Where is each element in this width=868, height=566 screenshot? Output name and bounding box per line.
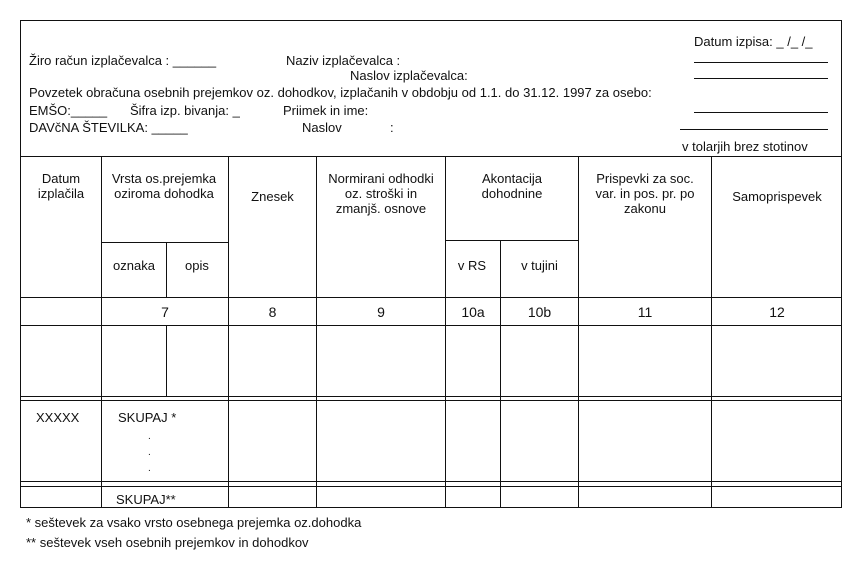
ellipsis-dot: .	[148, 463, 151, 474]
davcna-stevilka-field: DAVčNA ŠTEVILKA: _____	[29, 120, 188, 135]
blank-line	[680, 129, 828, 130]
col-line	[228, 156, 229, 508]
naslov-izplacevalca: Naslov izplačevalca:	[350, 68, 468, 83]
col-header-v-tujini: v tujini	[521, 258, 558, 273]
naziv-izplacevalca: Naziv izplačevalca :	[286, 53, 401, 68]
currency-note: v tolarjih brez stotinov	[682, 139, 808, 154]
col-number: 10b	[527, 304, 552, 320]
col-number: 11	[637, 304, 653, 320]
naslov-colon: :	[390, 120, 394, 135]
footnote: ** seštevek vseh osebnih prejemkov in dohodkov	[26, 535, 309, 550]
col-line	[101, 156, 102, 508]
footnote: * seštevek za vsako vrsto osebnega prejemka oz.dohodka	[26, 515, 362, 530]
row-line	[20, 486, 842, 487]
ellipsis-dot: .	[148, 431, 151, 442]
datum-izpisa: Datum izpisa: _ /_ /_	[694, 34, 813, 49]
col-header-oznaka: oznaka	[113, 258, 155, 273]
col-header-datum: Datum izplačila	[37, 171, 85, 201]
row-line	[20, 400, 842, 401]
table-top-line	[20, 156, 842, 157]
col-number: 8	[268, 304, 277, 320]
numbers-bottom-line	[20, 325, 842, 326]
col-number: 7	[161, 304, 169, 320]
col-number: 12	[769, 304, 785, 320]
row-line	[20, 481, 842, 482]
subheader-line	[101, 242, 228, 243]
col-header-samoprispevek: Samoprispevek	[732, 189, 822, 204]
ellipsis-dot: .	[148, 447, 151, 458]
subheader-line	[445, 240, 578, 241]
col-line	[500, 240, 501, 508]
skupaj-label: SKUPAJ *	[118, 410, 177, 425]
col-header-prispevki: Prispevki za soc. var. in pos. pr. po zakonu	[595, 171, 695, 216]
col-line	[445, 156, 446, 508]
ziro-racun: Žiro račun izplačevalca : ______	[29, 53, 217, 68]
povzetek-text: Povzetek obračuna osebnih prejemkov oz. dohodkov, izplačanih v obdobju od 1.1. do 31.12. 1997 za osebo:	[29, 85, 652, 100]
col-line	[166, 325, 167, 396]
blank-line	[694, 78, 828, 79]
col-line	[166, 242, 167, 297]
col-line	[578, 156, 579, 508]
priimek-field: Priimek in ime:	[283, 103, 369, 118]
naslov-field: Naslov	[302, 120, 342, 135]
col-number: 10a	[461, 304, 485, 320]
col-line	[316, 156, 317, 508]
col-number: 9	[377, 304, 385, 320]
skupaj-total-label: SKUPAJ**	[116, 492, 176, 507]
col-header-opis: opis	[185, 258, 209, 273]
col-header-akontacija: Akontacija dohodnine	[481, 171, 543, 201]
row-line	[20, 396, 842, 397]
blank-line	[694, 112, 828, 113]
col-header-v-rs: v RS	[457, 258, 487, 273]
sifra-bivanja-field: Šifra izp. bivanja: _	[130, 103, 240, 118]
col-header-znesek: Znesek	[251, 189, 294, 204]
header-bottom-line	[20, 297, 842, 298]
row-placeholder: XXXXX	[36, 410, 80, 425]
emso-field: EMŠO:_____	[29, 103, 108, 118]
col-line	[711, 156, 712, 508]
col-header-vrsta: Vrsta os.prejemka oziroma dohodka	[111, 171, 217, 201]
blank-line	[694, 62, 828, 63]
col-header-normirani: Normirani odhodki oz. stroški in zmanjš. osnove	[328, 171, 434, 216]
